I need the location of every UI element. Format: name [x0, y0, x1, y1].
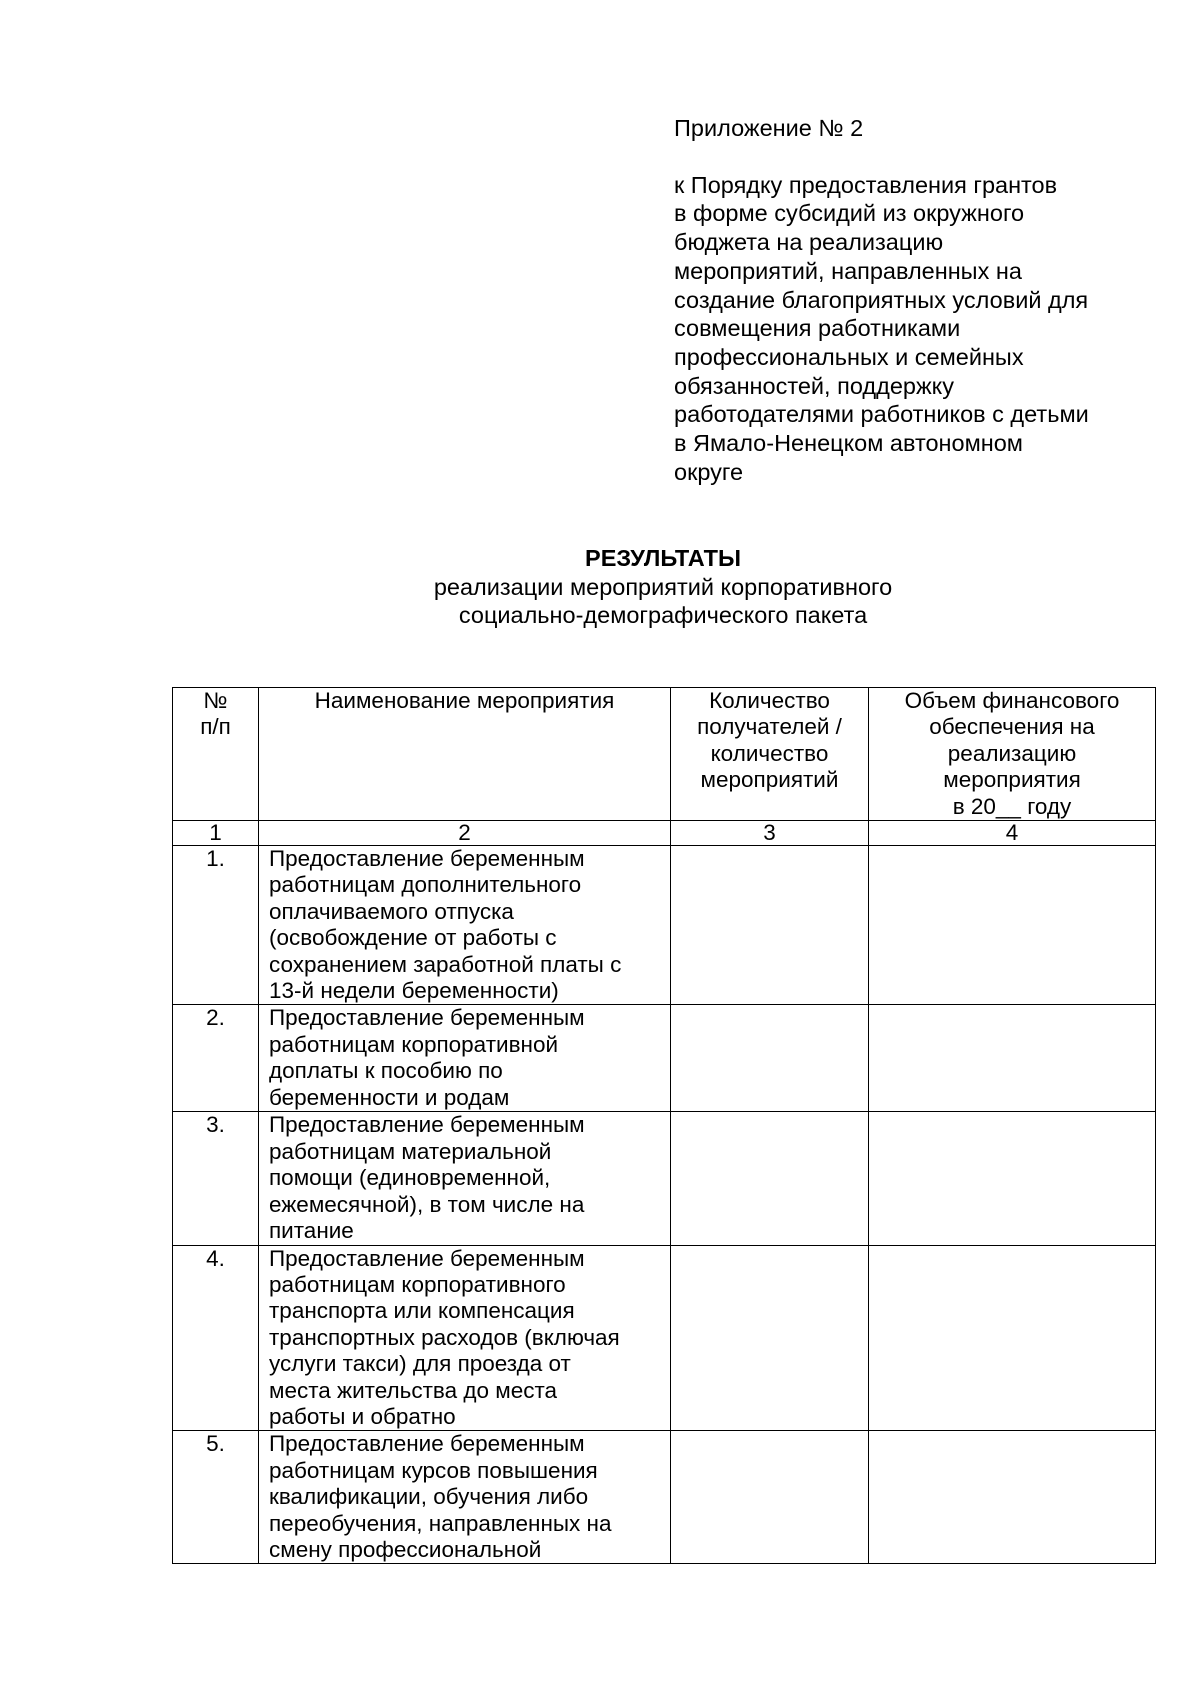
row-activity-name: Предоставление беременным работницам материальной помощи (единовременной, ежемесячной), в том числе на питание [259, 1112, 671, 1245]
title-subtitle-line-1: реализации мероприятий корпоративного [433, 573, 893, 600]
appendix-line: к Порядку предоставления грантов [674, 171, 1058, 198]
appendix-line: в форме субсидий из окружного [674, 200, 1025, 227]
row-recipients-cell [671, 1245, 869, 1431]
row-recipients-cell [671, 1005, 869, 1112]
document-title [172, 544, 1154, 630]
row-number: 2. [173, 1005, 259, 1112]
row-activity-name: Предоставление беременным работницам дополнительного оплачиваемого отпуска (освобождение от работы с сохранением заработной платы с 13-й недели беременности) [259, 846, 671, 1005]
row-funding-cell [869, 1112, 1156, 1245]
table-row [173, 1112, 1156, 1245]
header-cell-recipients: Количество получателей / количество мероприятий [671, 688, 869, 821]
row-recipients-cell [671, 1112, 869, 1245]
row-funding-cell [869, 1005, 1156, 1112]
row-activity-name: Предоставление беременным работницам корпоративного транспорта или компенсация транспортных расходов (включая услуги такси) для проезда от места жительства до места работы и обратно [259, 1245, 671, 1431]
appendix-line: округе [674, 458, 744, 485]
row-recipients-cell [671, 1431, 869, 1564]
appendix-block [674, 114, 1154, 486]
column-number-row [173, 821, 1156, 846]
table-row [173, 1005, 1156, 1112]
table-row [173, 1245, 1156, 1431]
header-cell-funding: Объем финансового обеспечения на реализацию мероприятия в 20__ году [869, 688, 1156, 821]
row-activity-name: Предоставление беременным работницам корпоративной доплаты к пособию по беременности и родам [259, 1005, 671, 1112]
row-number: 4. [173, 1245, 259, 1431]
column-number: 1 [173, 821, 259, 846]
appendix-line: в Ямало-Ненецком автономном [674, 430, 1023, 457]
appendix-reference [674, 171, 1154, 487]
row-funding-cell [869, 846, 1156, 1005]
appendix-line: создание благоприятных условий для [674, 286, 1089, 313]
table-header-row [173, 688, 1156, 821]
row-recipients-cell [671, 846, 869, 1005]
table-row [173, 1431, 1156, 1564]
header-cell-number: № п/п [173, 688, 259, 821]
appendix-line: бюджета на реализацию [674, 229, 944, 256]
appendix-line: совмещения работниками [674, 315, 961, 342]
appendix-number: Приложение № 2 [674, 115, 864, 141]
table-row [173, 846, 1156, 1005]
row-number: 1. [173, 846, 259, 1005]
appendix-line: обязанностей, поддержку [674, 372, 954, 399]
title-subtitle-line-2: социально-демографического пакета [458, 602, 868, 628]
results-table [172, 687, 1156, 1564]
title-main: РЕЗУЛЬТАТЫ [585, 545, 741, 571]
row-number: 3. [173, 1112, 259, 1245]
row-activity-name: Предоставление беременным работницам курсов повышения квалификации, обучения либо переобучения, направленных на смену профессиональной [259, 1431, 671, 1564]
column-number: 3 [671, 821, 869, 846]
appendix-line: профессиональных и семейных [674, 343, 1024, 370]
header-cell-name: Наименование мероприятия [259, 688, 671, 821]
appendix-line: работодателями работников с детьми [674, 401, 1089, 428]
column-number: 2 [259, 821, 671, 846]
column-number: 4 [869, 821, 1156, 846]
appendix-line: мероприятий, направленных на [674, 257, 1022, 284]
row-funding-cell [869, 1245, 1156, 1431]
row-number: 5. [173, 1431, 259, 1564]
row-funding-cell [869, 1431, 1156, 1564]
